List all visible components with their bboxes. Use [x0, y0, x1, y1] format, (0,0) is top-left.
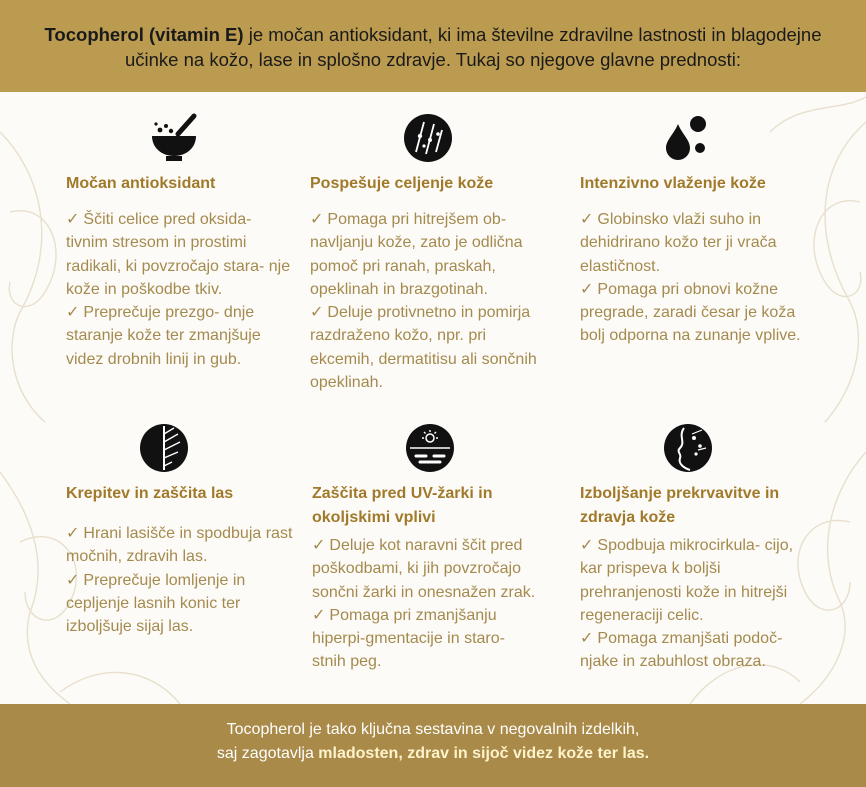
list-item: ✓ Pomaga pri obnovi kožne pregrade, zaradi česar je koža bolj odporna na zunanje vplive.	[580, 280, 801, 345]
card-items	[312, 534, 542, 674]
card-title: Krepitev in zaščita las	[66, 485, 234, 502]
summary-line-2: saj zagotavlja mladosten, zdrav in sijoč videz kože ter las.	[216, 745, 650, 762]
list-item: ✓ Deluje kot naravni ščit pred poškodbami, ki jih povzročajo sončni žarki in onesnažen zrak.	[312, 537, 536, 601]
check-icon: ✓	[580, 280, 594, 298]
list-item: ✓ Pomaga pri hitrejšem ob- navljanju kože, zato je odlična pomoč pri ranah, praskah, opeklinah in brazgotinah.	[310, 211, 523, 298]
card-title: Zaščita pred UV-žarki in okoljskimi vplivi	[312, 485, 493, 526]
check-icon: ✓	[580, 211, 594, 228]
list-item: ✓ Hrani lasišče in spodbuja rast močnih, zdravih las.	[66, 525, 293, 566]
check-icon: ✓	[312, 606, 326, 624]
card-title: Močan antioksidant	[66, 175, 216, 192]
card-items	[66, 522, 296, 638]
sun-protection-icon	[404, 422, 456, 474]
healing-skin-icon	[402, 112, 454, 164]
benefits-area	[0, 92, 866, 704]
check-icon: ✓	[66, 571, 80, 589]
summary-bold: mladosten, zdrav in sijoč videz kože ter las.	[318, 745, 650, 762]
card-title: Izboljšanje prekrvavitve in zdravja kože	[580, 485, 780, 526]
card-items	[580, 208, 810, 348]
water-drops-icon	[660, 112, 712, 164]
list-item: ✓ Spodbuja mikrocirkula- cijo, kar prispeva k boljši prehranjenosti kože in hitrejši regeneraciji celic.	[580, 537, 794, 624]
check-icon: ✓	[312, 537, 326, 554]
card-title: Intenzivno vlaženje kože	[580, 175, 766, 192]
check-icon: ✓	[310, 211, 324, 228]
check-icon: ✓	[580, 537, 594, 554]
list-item: ✓ Ščiti celice pred oksida- tivnim stresom in prostimi radikali, ki povzročajo stara- nje kože in poškodbe tkiv.	[66, 211, 291, 298]
check-icon: ✓	[580, 630, 594, 648]
check-icon: ✓	[66, 304, 80, 322]
list-item: ✓ Pomaga zmanjšati podoč- njake in zabuhlost obraza.	[580, 630, 783, 671]
list-item: ✓ Globinsko vlaži suho in dehidrirano kožo ter ji vrača elastičnost.	[580, 211, 777, 275]
list-item: ✓ Pomaga pri zmanjšanju hiperpi-gmentacije in staro- stnih peg.	[312, 606, 505, 671]
check-icon: ✓	[66, 211, 80, 228]
intro-rest: je močan antioksidant, ki ima številne zdravilne lastnosti in blagodejne učinke na kožo, lase in splošno zdravje. Tukaj so njegove glavne prednosti:	[124, 24, 822, 70]
summary-line-1: Tocopherol je tako ključna sestavina v negovalnih izdelkih,	[226, 721, 640, 738]
intro-bold: Tocopherol (vitamin E)	[44, 24, 244, 45]
card-title: Pospešuje celjenje kože	[310, 175, 494, 192]
hair-icon	[138, 422, 190, 474]
card-items	[66, 208, 296, 371]
summary-banner	[0, 704, 866, 787]
mortar-pestle-icon	[148, 112, 200, 164]
check-icon: ✓	[310, 304, 324, 322]
check-icon: ✓	[66, 525, 80, 542]
list-item: ✓ Preprečuje prezgo- dnje staranje kože ter zmanjšuje videz drobnih linij in gub.	[66, 304, 261, 368]
intro-text	[40, 22, 826, 72]
card-items	[580, 534, 810, 674]
list-item: ✓ Deluje protivnetno in pomirja razdraženo kožo, npr. pri ekcemih, dermatitisu ali sončnih opeklinah.	[310, 304, 537, 392]
intro-banner	[0, 0, 866, 92]
summary-text	[30, 718, 836, 766]
card-items	[310, 208, 540, 394]
list-item: ✓ Preprečuje lomljenje in cepljenje lasnih konic ter izboljšuje sijaj las.	[66, 571, 246, 636]
face-circulation-icon	[662, 422, 714, 474]
